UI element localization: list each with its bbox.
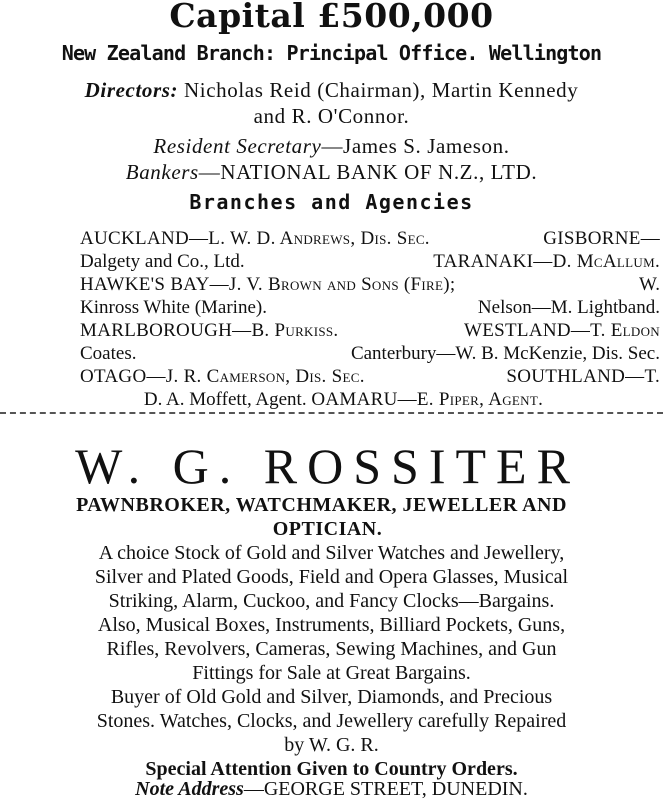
body-line-4: Also, Musical Boxes, Instruments, Billiard Pockets, Guns, [97,614,566,636]
bankers-name: —NATIONAL BANK OF N.Z., LTD. [198,160,538,184]
agency-left: MARLBOROUGH—B. Purkiss. [80,320,339,341]
capital-heading: Capital £500,000 [169,0,494,35]
agencies-heading: Branches and Agencies [189,190,474,214]
trades-line-2: OPTICIAN. [272,518,383,540]
agency-left: D. A. Moffett, Agent. [143,389,307,410]
directors-label: Directors: [84,78,179,102]
trades-line-1: PAWNBROKER, WATCHMAKER, JEWELLER AND [76,494,567,516]
directors-line-1 [0,78,663,103]
agency-line-4 [80,297,660,319]
body-line-7: Buyer of Old Gold and Silver, Diamonds, and Precious [110,686,553,708]
agency-right: W. [639,274,660,295]
body-line-6: Fittings for Sale at Great Bargains. [192,662,471,684]
bankers-label: Bankers [125,160,199,184]
agency-right: Nelson—M. Lightband. [477,297,660,318]
agency-left: Kinross White (Marine). [80,297,267,318]
secretary-name: —James S. Jameson. [321,134,510,158]
agency-line-5 [80,320,660,342]
agency-line-3 [80,274,660,296]
agency-right: TARANAKI—D. McAllum. [433,251,660,272]
directors-names-1: Nicholas Reid (Chairman), Martin Kennedy [184,78,579,102]
section-divider [0,412,663,414]
agency-left: Dalgety and Co., Ltd. [80,251,245,272]
agency-line-8 [12,389,663,411]
body-line-5: Rifles, Revolvers, Cameras, Sewing Machines, and Gun [106,638,557,660]
branch-line: New Zealand Branch: Principal Office. Wellington [61,41,602,65]
address-text: —GEORGE STREET, DUNEDIN. [243,778,528,800]
agency-right: WESTLAND—T. Eldon [464,320,660,341]
agency-line-7 [80,366,660,388]
address-label: Note Address [135,778,244,800]
agency-left: Coates. [80,343,137,364]
agency-right: GISBORNE— [543,228,660,249]
secretary-label: Resident Secretary [153,134,322,158]
agency-left: HAWKE'S BAY—J. V. Brown and Sons (Fire); [80,274,456,295]
special-attention-line: Special Attention Given to Country Orders. [145,758,518,780]
agency-right: OAMARU—E. Piper, Agent. [311,389,544,410]
address-line [0,778,663,801]
secretary-line [0,134,663,159]
body-line-8: Stones. Watches, Clocks, and Jewellery carefully Repaired [96,710,567,732]
agency-line-2 [80,251,660,273]
directors-line-2: and R. O'Connor. [253,104,410,128]
agency-line-6 [80,343,660,365]
agency-left: AUCKLAND—L. W. D. Andrews, Dis. Sec. [80,228,430,249]
rossiter-name: W. G. ROSSITER [75,438,580,494]
body-line-3: Striking, Alarm, Cuckoo, and Fancy Clocks—Bargains. [108,590,555,612]
bankers-line [0,160,663,185]
agency-left: OTAGO—J. R. Camerson, Dis. Sec. [80,366,365,387]
agency-line-1 [80,228,660,250]
agency-right: Canterbury—W. B. McKenzie, Dis. Sec. [350,343,660,364]
agency-right: SOUTHLAND—T. [506,366,660,387]
body-line-1: A choice Stock of Gold and Silver Watches and Jewellery, [98,542,565,564]
body-line-2: Silver and Plated Goods, Field and Opera Glasses, Musical [94,566,569,588]
body-line-9: by W. G. R. [284,734,379,756]
